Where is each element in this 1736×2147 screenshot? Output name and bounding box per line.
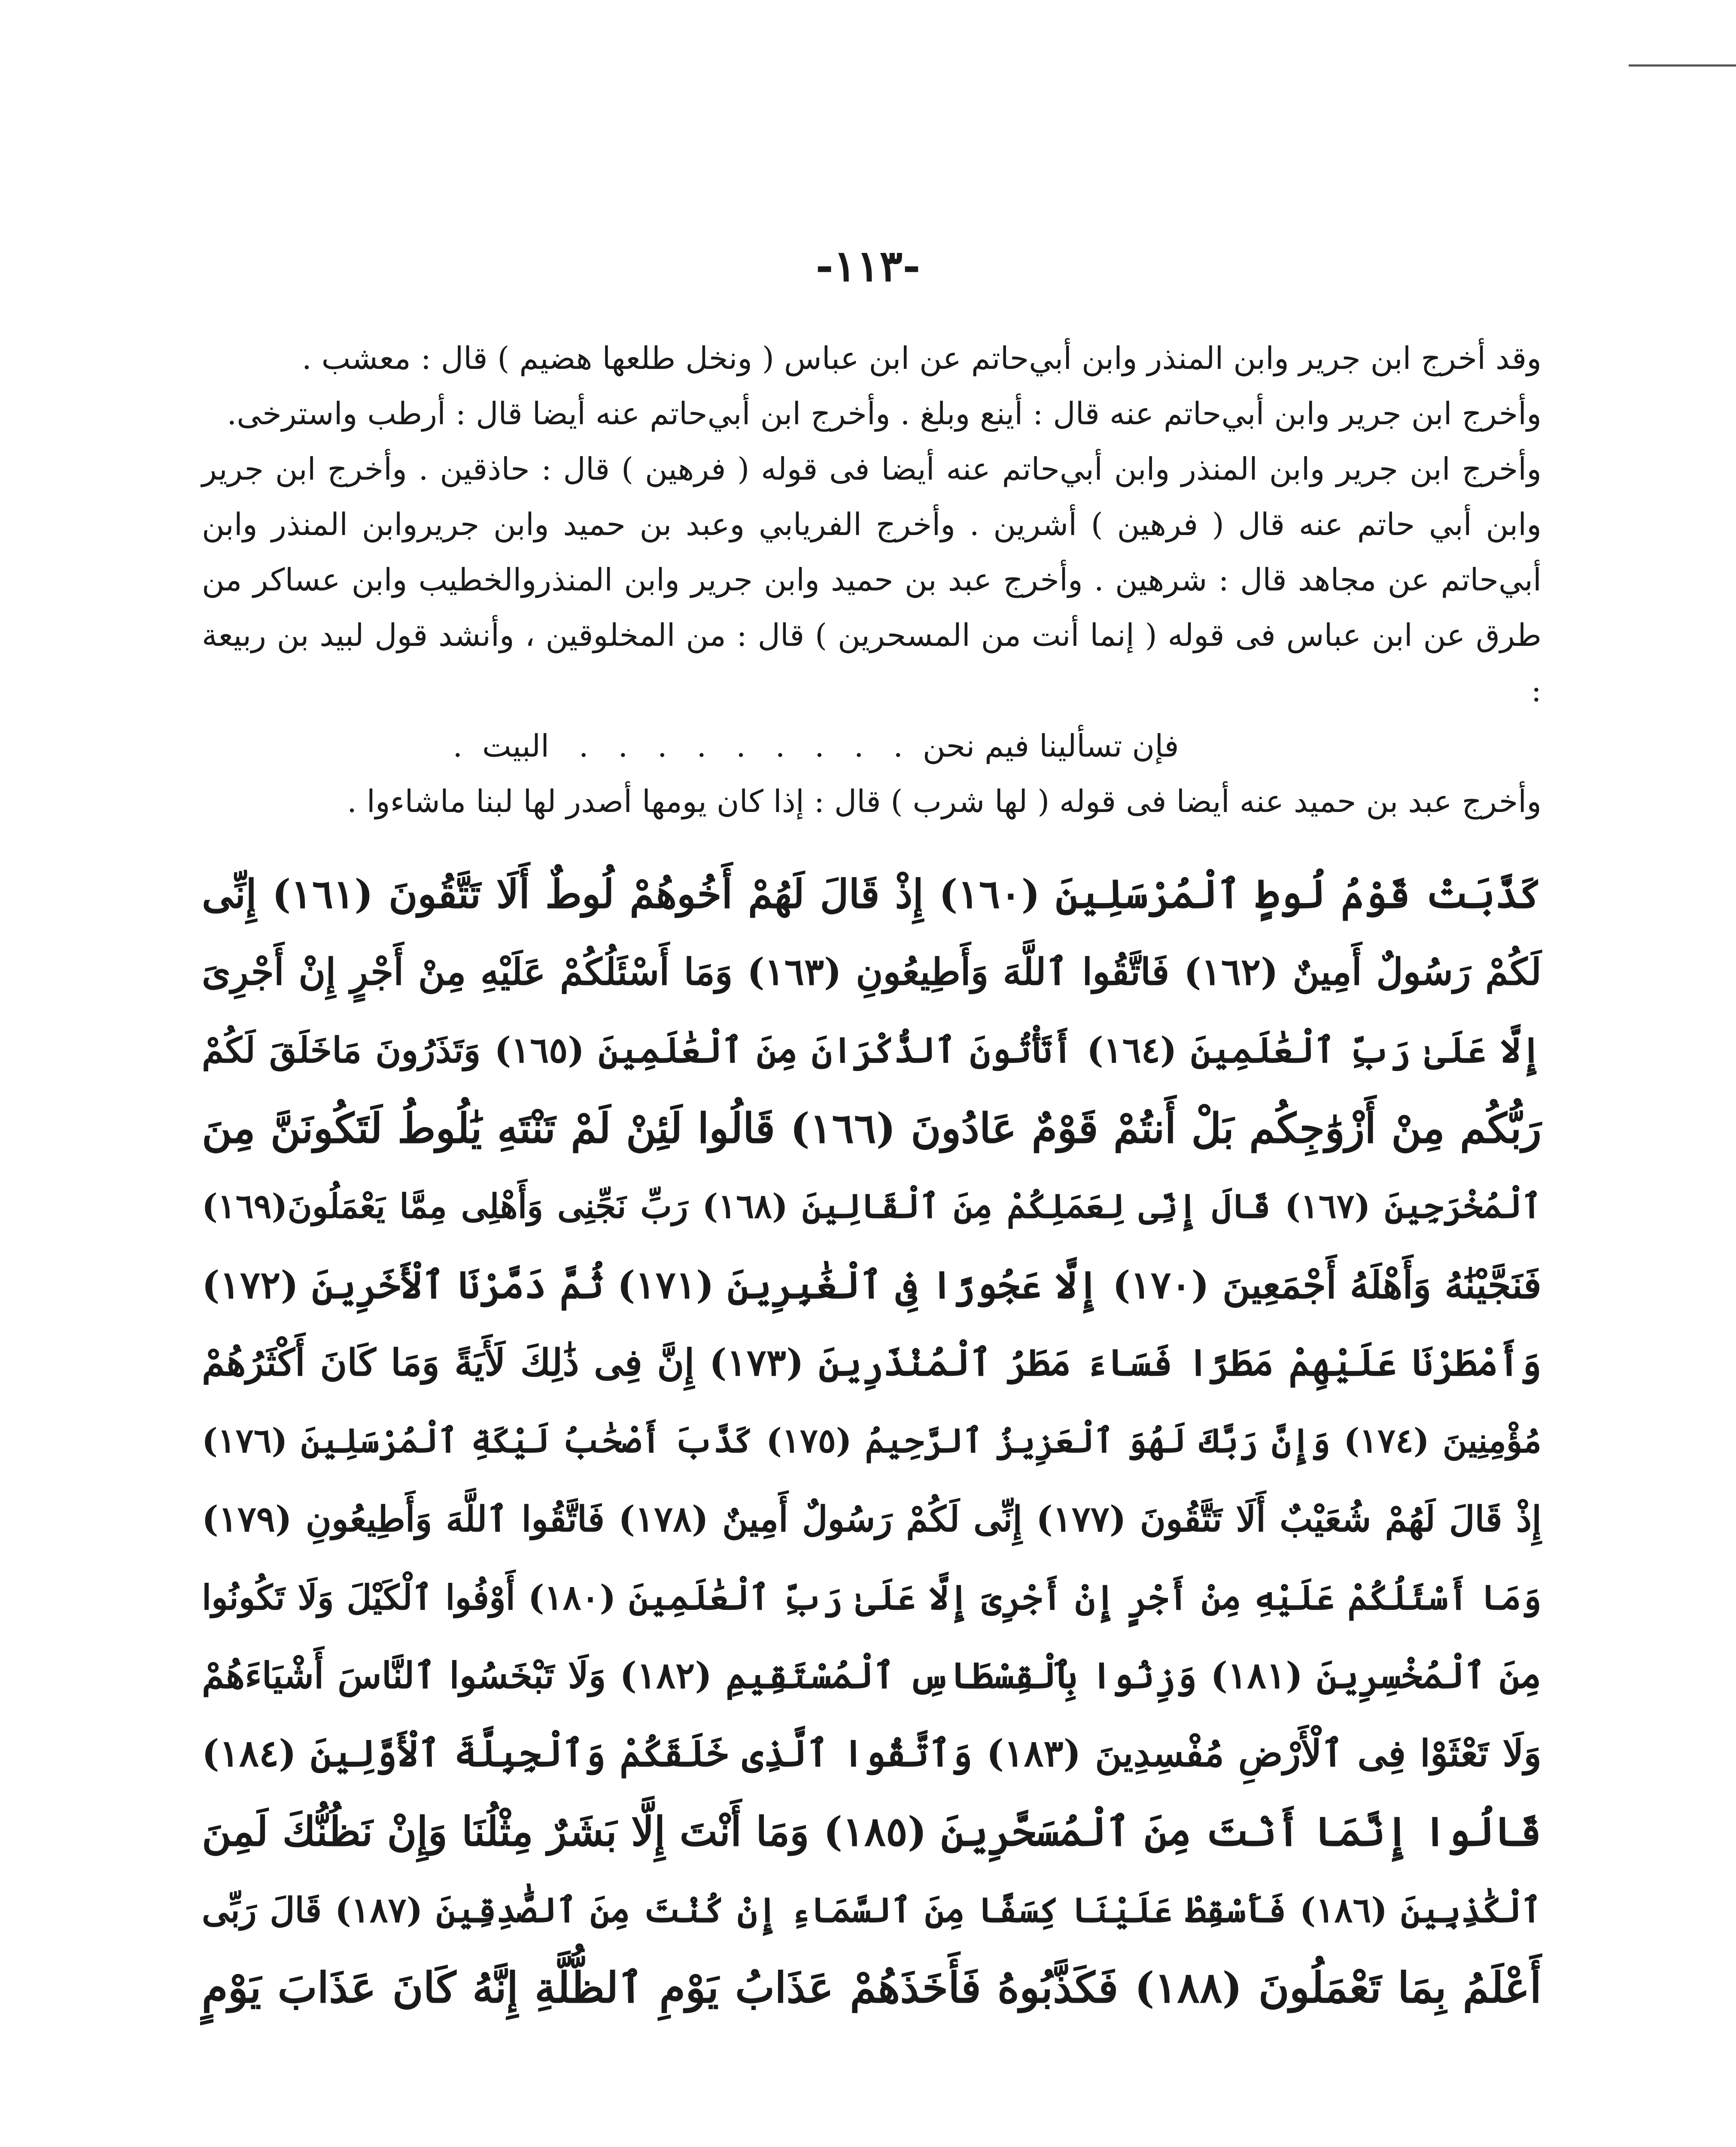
note-paragraph: وقد أخرج ابن جرير وابن المنذر وابن أبي‌حاتم عن ابن عباس ( ونخل طلعها هضيم ) قال : معشب .	[301, 340, 1541, 376]
page-body	[202, 331, 1541, 2027]
note-paragraph: وأخرج ابن جرير وابن أبي‌حاتم عنه قال : أينع وبلغ . وأخرج ابن أبي‌حاتم عنه أيضا قال : أرطب واسترخى.	[227, 395, 1541, 432]
quran-line: إِذْ قَالَ لَهُمْ شُعَيْبٌ أَلَا تَتَّقُونَ (١٧٧) إِنِّى لَكُمْ رَسُولٌ أَمِينٌ (١٧٨) فَاتَّقُوا ٱللَّهَ وَأَطِيعُونِ (١٧٩)	[202, 1499, 1541, 1540]
quran-line: قَالُوا إِنَّمَا أَنْتَ مِنَ ٱلْمُسَحَّرِينَ (١٨٥) وَمَا أَنْتَ إِلَّا بَشَرٌ مِثْلُنَا وَإِنْ نَظُنُّكَ لَمِنَ	[202, 1808, 1541, 1855]
quran-line: كَذَّبَتْ قَوْمُ لُوطٍ ٱلْمُرْسَلِينَ (١٦٠) إِذْ قَالَ لَهُمْ أَخُوهُمْ لُوطٌ أَلَا تَتَّقُونَ (١٦١) إِنِّى	[202, 871, 1541, 917]
quran-line: فَنَجَّيْنَٰهُ وَأَهْلَهُ أَجْمَعِينَ (١٧٠) إِلَّا عَجُوزًا فِى ٱلْغَٰبِرِينَ (١٧١) ثُمَّ دَمَّرْنَا ٱلْأَخَرِينَ (١٧٢)	[202, 1262, 1541, 1307]
quran-line: ٱلْكَٰذِبِينَ (١٨٦) فَأَسْقِطْ عَلَيْنَا كِسَفًا مِنَ ٱلسَّمَاءِ إِنْ كُنْتَ مِنَ ٱلصَّٰدِقِينَ (١٨٧) قَالَ رَبِّى	[202, 1890, 1542, 1930]
quran-line: وَمَا أَسْئَلُكُمْ عَلَيْهِ مِنْ أَجْرٍ إِنْ أَجْرِىَ إِلَّا عَلَىٰ رَبِّ ٱلْعَٰلَمِينَ (١٨٠) أَوْفُوا ٱلْكَيْلَ وَلَا تَكُونُوا	[202, 1577, 1541, 1618]
quran-line: لَكُمْ رَسُولٌ أَمِينٌ (١٦٢) فَاتَّقُوا ٱللَّهَ وَأَطِيعُونِ (١٦٣) وَمَا أَسْئَلُكُمْ عَلَيْهِ مِنْ أَجْرٍ إِنْ أَجْرِىَ	[202, 950, 1541, 994]
note-paragraph: وأخرج ابن جرير وابن المنذر وابن أبي‌حاتم عنه أيضا فى قوله ( فرهين ) قال : حاذقين . وأخرج ابن جرير وابن أبي حاتم عنه قال ( فرهين ) أشرين . وأخرج الفريابي وعبد بن حميد وابن جريروابن المنذر وابن أبي‌حاتم عن مجاهد قال : شرهين . وأخرج عبد بن حميد وابن جرير وابن المنذروالخطيب وابن عساكر من طرق عن ابن عباس فى قوله ( إنما أنت من المسحرين ) قال : من المخلوقين ، وأنشد قول لبيد بن ربيعة :	[202, 451, 1541, 709]
corner-rule	[1629, 64, 1736, 67]
quran-text	[202, 855, 1541, 2027]
quran-line: ٱلْمُخْرَجِينَ (١٦٧) قَالَ إِنِّى لِعَمَلِكُمْ مِنَ ٱلْقَالِينَ (١٦٨) رَبِّ نَجِّنِى وَأَهْلِى مِمَّا يَعْمَلُونَ(١٦٩)	[202, 1187, 1541, 1226]
quran-line: مُؤْمِنِينَ (١٧٤) وَإِنَّ رَبَّكَ لَهُوَ ٱلْعَزِيزُ ٱلرَّحِيمُ (١٧٥) كَذَّبَ أَصْحَٰبُ لَيْكَةِ ٱلْمُرْسَلِينَ (١٧٦)	[202, 1421, 1541, 1460]
quran-line: رَبُّكُم مِنْ أَزْوَٰجِكُم بَلْ أَنتُمْ قَوْمٌ عَادُونَ (١٦٦) قَالُوا لَئِنْ لَمْ تَنْتَهِ يَٰلُوطُ لَتَكُونَنَّ مِنَ	[202, 1104, 1542, 1153]
poetry-quote: فإن تسألينا فيم نحن . . . . . . . . . البيت .	[453, 728, 1179, 764]
quran-line: مِنَ ٱلْمُخْسِرِينَ (١٨١) وَزِنُوا بِٱلْقِسْطَاسِ ٱلْمُسْتَقِيمِ (١٨٢) وَلَا تَبْخَسُوا ٱلنَّاسَ أَشْيَاءَهُمْ	[202, 1654, 1541, 1697]
note-paragraph: وأخرج عبد بن حميد عنه أيضا فى قوله ( لها شرب ) قال : إذا كان يومها أصدر لها لبنا ماشاءوا .	[347, 783, 1541, 819]
page-number: -١١٣-	[815, 240, 921, 291]
quran-line: وَلَا تَعْثَوْا فِى ٱلْأَرْضِ مُفْسِدِينَ (١٨٣) وَٱتَّقُوا ٱلَّذِى خَلَقَكُمْ وَٱلْجِبِلَّةَ ٱلْأَوَّلِينَ (١٨٤)	[202, 1732, 1541, 1775]
quran-line: أَعْلَمُ بِمَا تَعْمَلُونَ (١٨٨) فَكَذَّبُوهُ فَأَخَذَهُمْ عَذَابُ يَوْمِ ٱلظُّلَّةِ إِنَّهُ كَانَ عَذَابَ يَوْمٍ	[202, 1963, 1541, 2013]
quran-line: وَأَمْطَرْنَا عَلَيْهِمْ مَطَرًا فَسَاءَ مَطَرُ ٱلْمُنْذَرِينَ (١٧٣) إِنَّ فِى ذَٰلِكَ لَأَيَةً وَمَا كَانَ أَكْثَرُهُمْ	[202, 1341, 1541, 1384]
quran-line: إِلَّا عَلَىٰ رَبِّ ٱلْعَٰلَمِينَ (١٦٤) أَتَأْتُونَ ٱلذُّكْرَانَ مِنَ ٱلْعَٰلَمِينَ (١٦٥) وَتَذَرُونَ مَاخَلَقَ لَكُمْ	[202, 1030, 1541, 1071]
commentary-notes	[202, 331, 1541, 829]
